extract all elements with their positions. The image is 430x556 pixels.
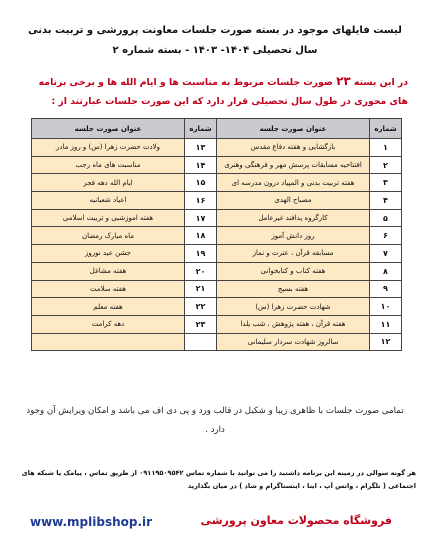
intro-text-start: در این بسته: [350, 77, 408, 88]
row-title: مسابقه قرآن ، عترت و نماز: [217, 245, 370, 263]
table-row: [32, 245, 402, 263]
row-title: هفته قرآن ، هفته پژوهش ، شب یلدا: [217, 315, 370, 333]
row-title: هفته مشاغل: [32, 262, 185, 280]
website-link[interactable]: www.mplibshop.ir: [30, 515, 153, 529]
table-row: [32, 192, 402, 210]
row-number: ۱۸: [185, 227, 217, 245]
header-title-2: عنوان صورت جلسه: [32, 119, 185, 139]
row-number: ۵: [370, 209, 402, 227]
document-subtitle: سال تحصیلی ۱۴۰۴- ۱۴۰۳ - بسته شماره ۲: [112, 45, 318, 56]
row-number: ۱۶: [185, 192, 217, 210]
header-number-2: شماره: [185, 119, 217, 139]
row-title: بازگشایی و هفته دفاع مقدس: [217, 139, 370, 157]
row-number: ۱۴: [185, 156, 217, 174]
row-title: ولادت حضرت زهرا (س) و روز مادر: [32, 139, 185, 157]
row-number: [185, 333, 217, 351]
sessions-table: [31, 118, 402, 351]
row-number: ۱۲: [370, 333, 402, 351]
header-title-1: عنوان صورت جلسه: [217, 119, 370, 139]
row-title: جشن عید نوروز: [32, 245, 185, 263]
row-title: هفته معلم: [32, 298, 185, 316]
intro-count: ۲۳: [336, 74, 351, 88]
table-row: [32, 174, 402, 192]
row-number: ۲: [370, 156, 402, 174]
document-title: لیست فایلهای موجود در بسته صورت جلسات معاونت پرورشی و تربیت بدنی: [28, 25, 402, 36]
table-row: [32, 209, 402, 227]
row-number: ۲۳: [185, 315, 217, 333]
row-title: هفته تربیت بدنی و المپیاد درون مدرسه ای: [217, 174, 370, 192]
row-number: ۱۰: [370, 298, 402, 316]
header-number-1: شماره: [370, 119, 402, 139]
table-row: [32, 139, 402, 157]
row-title: ماه مبارک رمضان: [32, 227, 185, 245]
intro-paragraph: [22, 72, 408, 111]
contact-info: هر گونه سوالی در زمینه این برنامه داشتید را می توانید با شماره تماس ۰۹۱۱۹۵۰۹۵۴۲ از طریق تماس ، پیامک یا شبکه های اجتماعی ( تلگرام ، واتس آپ ، ایتا ، اینستاگرام و شاد ) در میان بگذارید: [21, 469, 416, 490]
row-number: ۱: [370, 139, 402, 157]
row-title: مناسبت های ماه رجب: [32, 156, 185, 174]
row-number: ۶: [370, 227, 402, 245]
row-title: هفته اموزشیی و تربیت اسلامی: [32, 209, 185, 227]
row-number: ۱۵: [185, 174, 217, 192]
table-row: [32, 156, 402, 174]
row-number: ۲۱: [185, 280, 217, 298]
row-title: سالروز شهادت سردار سلیمانی: [217, 333, 370, 351]
table-row: [32, 333, 402, 351]
table-row: [32, 262, 402, 280]
row-title: مصباح الهدی: [217, 192, 370, 210]
table-body: [32, 139, 402, 351]
table-row: [32, 280, 402, 298]
table-row: [32, 315, 402, 333]
row-title: ایام الله دهه فجر: [32, 174, 185, 192]
intro-text-end: صورت جلسات مربوط به مناسبت ها و ایام الله ها و برخی برنامه های محوری در طول سال تحصیلی قرار دارد که این صورت جلسات عبارتند از :: [38, 77, 408, 107]
row-title: دهه کرامت: [32, 315, 185, 333]
row-number: ۱۱: [370, 315, 402, 333]
row-number: ۴: [370, 192, 402, 210]
table-header-row: [32, 119, 402, 139]
row-number: ۳: [370, 174, 402, 192]
row-number: ۲۰: [185, 262, 217, 280]
store-name: فروشگاه محصولات معاون پرورشی: [200, 514, 392, 527]
row-number: ۹: [370, 280, 402, 298]
row-number: ۲۲: [185, 298, 217, 316]
row-title: روز دانش آموز: [217, 227, 370, 245]
row-title: اعیاد شعبانیه: [32, 192, 185, 210]
row-title: افتتاحیه مسابقات پرسش مهر و فرهنگی وهنری: [217, 156, 370, 174]
row-number: ۸: [370, 262, 402, 280]
description-text: تمامی صورت جلسات با ظاهری زیبا و شکیل در قالب ورد و پی دی اف می باشد و امکان ویرایش آن وجود دارد .: [26, 406, 404, 435]
row-number: ۱۳: [185, 139, 217, 157]
table-row: [32, 227, 402, 245]
row-title: هفته بسیج: [217, 280, 370, 298]
row-title: شهادت حضرت زهرا (س): [217, 298, 370, 316]
row-title: [32, 333, 185, 351]
row-number: ۱۷: [185, 209, 217, 227]
row-title: هفته سلامت: [32, 280, 185, 298]
row-title: کارگروه پدافند غیرعامل: [217, 209, 370, 227]
row-number: ۱۹: [185, 245, 217, 263]
row-number: ۷: [370, 245, 402, 263]
row-title: هفته کتاب و کتابخوانی: [217, 262, 370, 280]
table-row: [32, 298, 402, 316]
